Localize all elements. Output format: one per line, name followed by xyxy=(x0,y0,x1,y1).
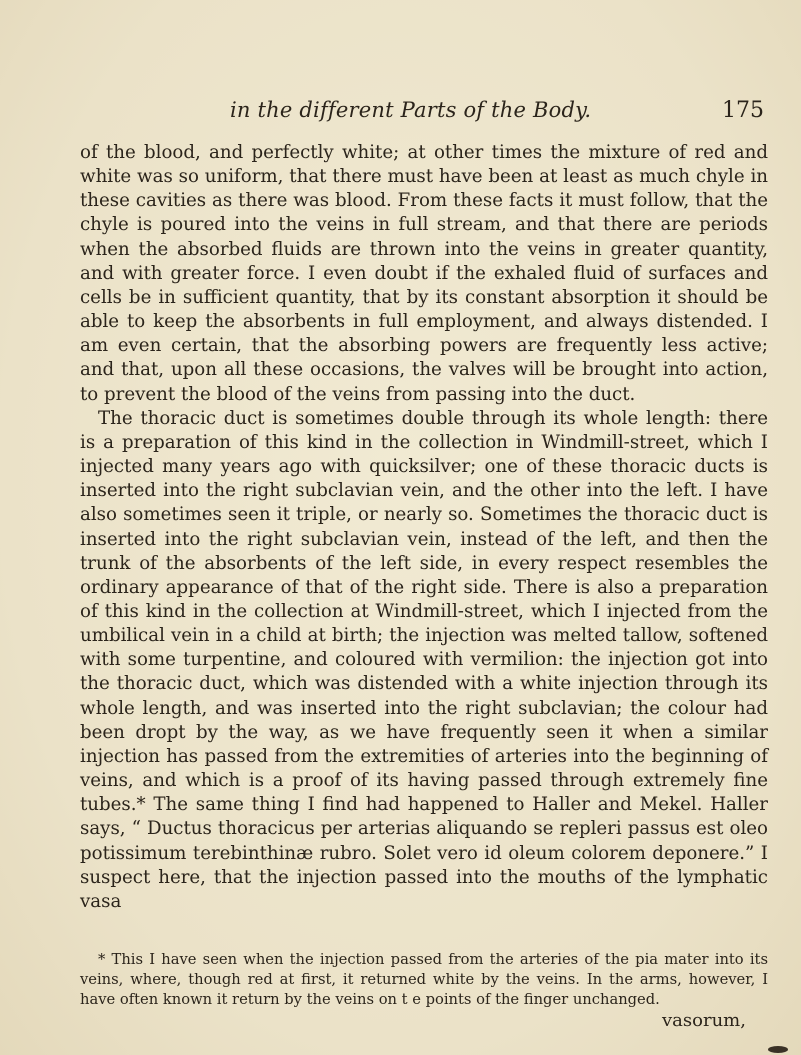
running-title: in the different Parts of the Body. xyxy=(230,98,592,122)
paragraph-thoracic-duct: The thoracic duct is sometimes double through its whole length: there is a preparation of this kind in the collection in Windmill-street, which I injected many years ago with quicksilver; one of these thoracic ducts is inserted into the right subclavian vein, and the other into the left. I have also sometimes seen it triple, or nearly so. Sometimes the thoracic duct is inserted into the right subclavian vein, instead of the left, and then the trunk of the absorbents of the left side, in every respect resembles the ordinary appearance of that of the right side. There is also a preparation of this kind in the collection at Windmill-street, which I injected from the umbilical vein in a child at birth; the injection was melted tallow, softened with some turpentine, and coloured with vermilion: the injection got into the thoracic duct, which was distended with a white injection through its whole length, and was inserted into the right subclavian; the colour had been dropt by the way, as we have frequently seen it when a similar injection has passed from the extremities of arteries into the beginning of veins, and which is a proof of its having passed through extremely fine tubes.* The same thing I find had happened to Haller and Mekel. Haller says, “ Ductus thoracicus per arterias aliquando se repleri passus est oleo potissimum terebinthinæ rubro. Solet vero id oleum colorem deponere.” I suspect here, that the injection passed into the mouths of the lymphatic vasa xyxy=(80,407,768,912)
footnote xyxy=(80,950,768,1010)
page-header xyxy=(80,98,770,128)
paragraph-continued: of the blood, and perfectly white; at other times the mixture of red and white was so uniform, that there must have been at least as much chyle in these cavities as there was blood. From these facts it must follow, that the chyle is poured into the veins in full stream, and that there are periods when the absorbed fluids are thrown into the veins in greater quantity, and with greater force. I even doubt if the exhaled fluid of surfaces and cells be in sufficient quantity, that by its constant absorption it should be able to keep the absorbents in full employment, and always distended. I am even certain, that the absorbing powers are frequently less active; and that, upon all these occasions, the valves will be brought into action, to prevent the blood of the veins from passing into the duct. xyxy=(80,142,768,405)
body-text xyxy=(80,141,768,914)
catchword: vasorum, xyxy=(662,1010,746,1031)
footnote-text: * This I have seen when the injection passed from the arteries of the pia mater into its veins, where, though red at first, it returned white by the veins. In the arms, however, I have often known it return by the veins on t e points of the finger unchanged. xyxy=(80,951,768,1008)
page-number: 175 xyxy=(722,98,764,123)
ink-blot-mark xyxy=(768,1046,788,1053)
